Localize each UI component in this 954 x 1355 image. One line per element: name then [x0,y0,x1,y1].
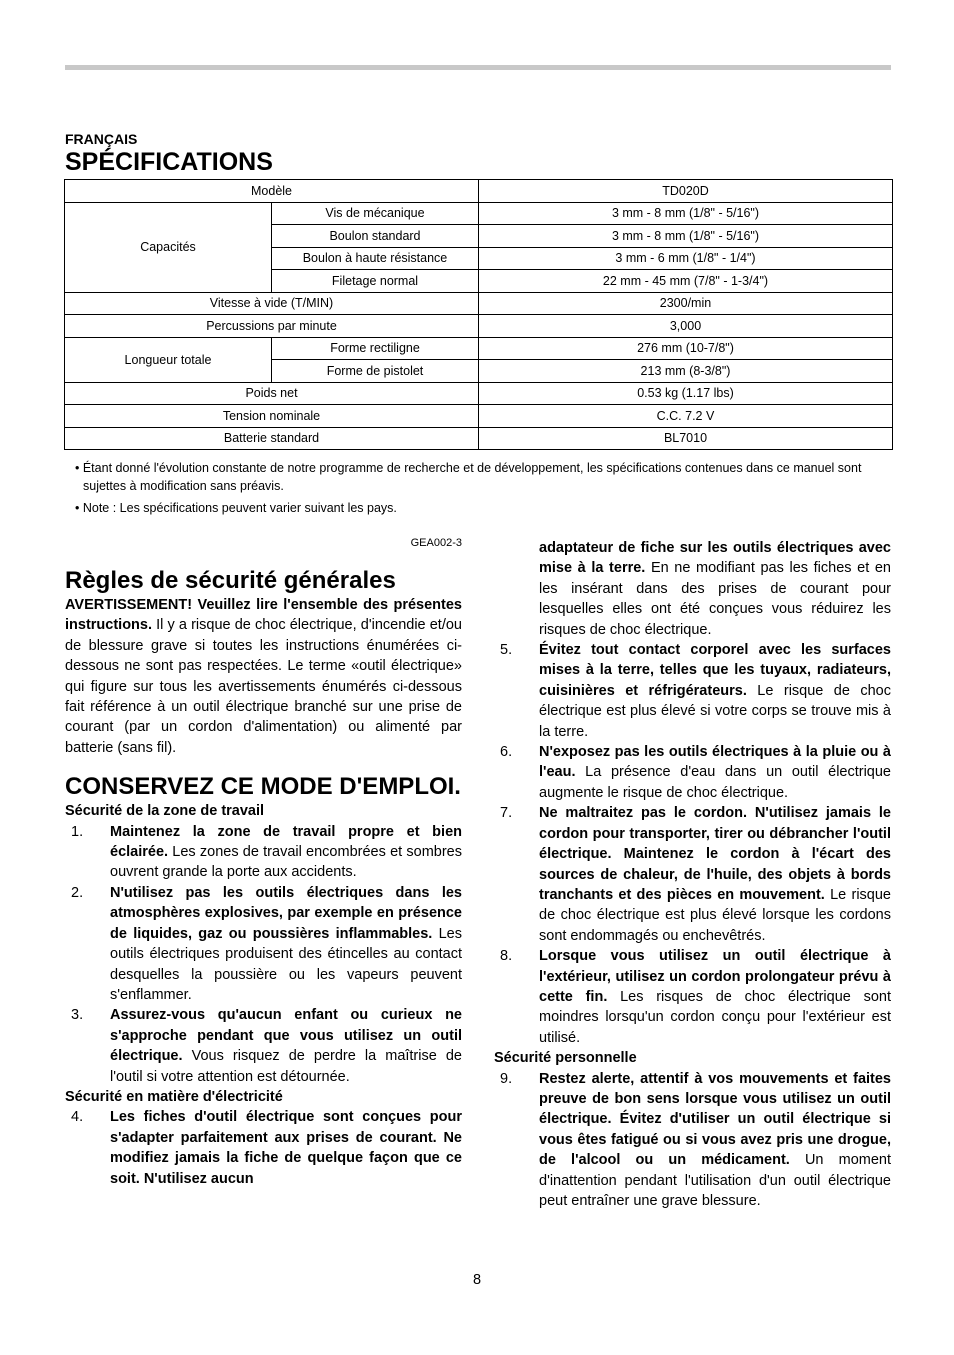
item-bold: Lorsque vous utilisez un outil électrique à l'extérieur, utilisez un cordon prolongateur prévu à cette fin. [539,948,891,1005]
item-text: Le risque de choc électrique est plus élevé lorsque les cordons sont endommagés ou enchevêtrés. [539,886,891,944]
spec-notes [75,459,875,521]
spec-value: C.C. 7.2 V [479,405,893,428]
spec-value: BL7010 [479,427,893,450]
list-item [65,822,462,883]
list-item [494,742,891,803]
left-column [65,566,462,1189]
item-number: 1. [71,823,84,840]
item-number: 4. [71,1109,84,1126]
list-item [494,803,891,946]
note-item: • Étant donné l'évolution constante de notre programme de recherche et de développement, les spécifications contenues dans ce manuel sont sujettes à modification sans préavis. [75,461,862,493]
spec-value: 276 mm (10-7/8") [479,337,893,360]
subsection-electricite: Sécurité en matière d'électricité [65,1088,283,1105]
page-title: SPÉCIFICATIONS [65,148,273,176]
intro-text: Il y a risque de choc électrique, d'incendie et/ou de blessure grave si toutes les instructions énumérées ci-dessous ne sont pas respectées. Le terme «outil électrique» qui figure sur tous les avertissements énumérés ci-dessous fait référence à un outil électrique branché sur une prise de courant (par un cordon d'alimentation) ou alimenté par batterie (sans fil). [65,617,462,756]
item-number: 6. [500,744,513,761]
reference-code: GEA002-3 [410,537,462,549]
list-item [494,640,891,742]
item-text: En ne modifiant pas les fiches et en les insérant dans des prises de courant pour lesquelles elles ont été conçues vous réduirez les risques de choc électrique. [539,560,891,638]
page-number: 8 [472,1272,482,1288]
right-column [494,538,891,1211]
item-number: 9. [500,1070,513,1087]
subsection-personnelle: Sécurité personnelle [494,1050,637,1067]
list-item [65,1107,462,1189]
spec-sublabel: Filetage normal [272,270,479,293]
subsection-zone-travail: Sécurité de la zone de travail [65,803,265,820]
item-bold: Restez alerte, attentif à vos mouvements et faites preuve de bon sens lorsque vous utilisez un outil électrique. Évitez d'utiliser un outil électrique si vous êtes fatigué ou si vous avez pris une drogue, de l'alcool ou un médicament. [539,1070,891,1169]
item-bold: Assurez-vous qu'aucun enfant ou curieux ne s'approche pendant que vous utilisez un outil électrique. [110,1007,462,1065]
list-item-continuation [494,538,891,640]
spec-sublabel: Forme rectiligne [272,337,479,360]
table-row [65,382,893,405]
spec-sublabel: Forme de pistolet [272,360,479,383]
item-number: 8. [500,948,513,965]
item-number: 3. [71,1007,84,1024]
spec-value: 3 mm - 8 mm (1/8" - 5/16") [479,225,893,248]
item-text: Les risques de choc électrique sont moindres lorsqu'un cordon conçu pour l'extérieur est utilisé. [539,988,891,1046]
table-row [65,427,893,450]
section-title-conserve: CONSERVEZ CE MODE D'EMPLOI. [65,773,461,801]
item-text: Le risque de choc électrique est plus élevé si votre corps se trouve mis à la terre. [539,682,891,740]
table-row [65,315,893,338]
item-text: Les outils électriques produisent des étincelles au contact desquelles la poussière ou les vapeurs peuvent s'enflammer. [110,925,462,1003]
table-row [65,337,893,360]
language-label: FRANÇAIS [65,131,138,147]
item-text: Les zones de travail encombrées et sombres ouvrent grande la porte aux accidents. [110,844,462,881]
table-row [65,180,893,203]
list-item [494,946,891,1048]
spec-label: Vitesse à vide (T/MIN) [65,292,479,315]
spec-table [64,179,893,450]
item-text: La présence d'eau dans un outil électrique augmente le risque de choc électrique. [539,764,891,801]
spec-label: Poids net [65,382,479,405]
item-number: 2. [71,884,84,901]
list-item [494,1069,891,1212]
spec-sublabel: Vis de mécanique [272,202,479,225]
regles-intro [65,595,462,758]
spec-value: 2300/min [479,292,893,315]
section-title-regles: Règles de sécurité générales [65,567,396,594]
spec-group-label: Capacités [65,202,272,292]
spec-label: Modèle [65,180,479,203]
spec-group-label: Longueur totale [65,337,272,382]
spec-value: 213 mm (8-3/8") [479,360,893,383]
item-bold: Ne maltraitez pas le cordon. N'utilisez jamais le cordon pour transporter, tirer ou débrancher l'outil électrique. Maintenez le cordon à l'écart des sources de chaleur, de l'huile, des objets à bords tranchants et des pièces en mouvement. [539,805,891,903]
spec-label: Batterie standard [65,427,479,450]
item-bold: Les fiches d'outil électrique sont conçues pour s'adapter parfaitement aux prises de courant. Ne modifiez jamais la fiche de quelque façon que ce soit. N'utilisez aucun [110,1109,462,1187]
item-bold: Évitez tout contact corporel avec les surfaces mises à la terre, telles que les tuyaux, radiateurs, cuisinières et réfrigérateurs. [539,642,891,699]
spec-value: 0.53 kg (1.17 lbs) [479,382,893,405]
note-item: • Note : Les spécifications peuvent varier suivant les pays. [75,501,397,515]
intro-warning: AVERTISSEMENT! Veuillez lire l'ensemble des présentes instructions. [65,597,462,634]
item-bold: adaptateur de fiche sur les outils électriques avec mise à la terre. [539,540,891,577]
spec-sublabel: Boulon à haute résistance [272,247,479,270]
spec-label: Percussions par minute [65,315,479,338]
spec-value: TD020D [479,180,893,203]
item-text: Vous risquez de perdre la maîtrise de l'outil si votre attention est détournée. [110,1048,462,1085]
spec-value: 3 mm - 6 mm (1/8" - 1/4") [479,247,893,270]
table-row [65,202,893,225]
item-bold: N'exposez pas les outils électriques à la pluie ou à l'eau. [539,744,891,781]
spec-label: Tension nominale [65,405,479,428]
table-row [65,292,893,315]
item-bold: N'utilisez pas les outils électriques dans les atmosphères explosives, par exemple en présence de liquides, gaz ou poussières inflammables. [110,884,462,942]
table-row [65,405,893,428]
spec-value: 3,000 [479,315,893,338]
item-number: 7. [500,805,513,822]
list-item [65,1005,462,1087]
item-text: Un moment d'inattention pendant l'utilisation d'un outil électrique peut entraîner une grave blessure. [539,1152,891,1209]
list-item [65,883,462,1005]
header-rule [65,65,891,70]
spec-value: 22 mm - 45 mm (7/8" - 1-3/4") [479,270,893,293]
item-bold: Maintenez la zone de travail propre et bien éclairée. [110,823,462,861]
spec-sublabel: Boulon standard [272,225,479,248]
item-number: 5. [500,642,513,659]
spec-value: 3 mm - 8 mm (1/8" - 5/16") [479,202,893,225]
